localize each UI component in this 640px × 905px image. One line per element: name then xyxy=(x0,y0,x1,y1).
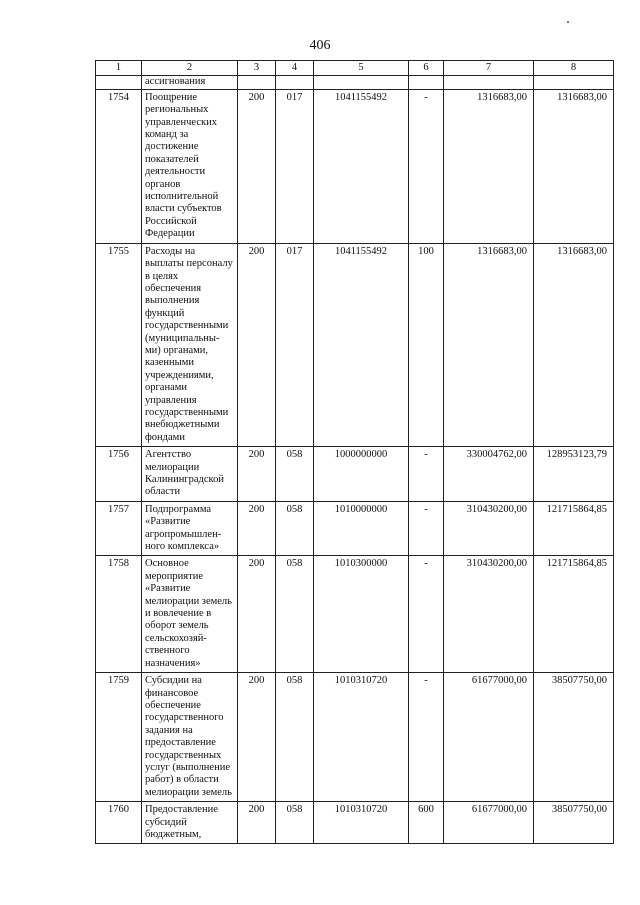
table-row xyxy=(96,243,614,447)
row-sum-2: 121715864,85 xyxy=(534,556,614,673)
row-sum-2: 1316683,00 xyxy=(534,89,614,243)
row-sum-1: 310430200,00 xyxy=(444,556,534,673)
row-razdel: 058 xyxy=(276,501,314,556)
row-razdel: 017 xyxy=(276,243,314,447)
row-sum-1: 1316683,00 xyxy=(444,89,534,243)
row-ved: 200 xyxy=(238,501,276,556)
row-name: Предоставление субсидий бюджетным, xyxy=(142,802,238,844)
row-razdel: 058 xyxy=(276,802,314,844)
table-row xyxy=(96,802,614,844)
row-razdel: 017 xyxy=(276,89,314,243)
page-number: 406 xyxy=(309,38,331,53)
column-header: 5 xyxy=(314,61,409,76)
row-sum-2: 38507750,00 xyxy=(534,802,614,844)
row-ved: 200 xyxy=(238,447,276,502)
row-code: 1756 xyxy=(96,447,142,502)
row-name: Агентство мелиорации Калининградской области xyxy=(142,447,238,502)
row-code: 1758 xyxy=(96,556,142,673)
table-row xyxy=(96,673,614,802)
row-csr: 1010300000 xyxy=(314,556,409,673)
column-header: 3 xyxy=(238,61,276,76)
row-csr: 1010310720 xyxy=(314,802,409,844)
row-sum-1: 61677000,00 xyxy=(444,673,534,802)
speck-mark xyxy=(567,21,569,23)
budget-table xyxy=(95,60,614,844)
row-code: 1755 xyxy=(96,243,142,447)
row-name: Основное мероприятие «Развитие мелиорации земель и вовлечение в оборот земель сельскохозяй-ственного назначения» xyxy=(142,556,238,673)
row-name: Субсидии на финансовое обеспечение государственного задания на предоставление государственных услуг (выполнение работ) в области мелиорации земель xyxy=(142,673,238,802)
row-name: Подпрограмма «Развитие агропромышлен-ного комплекса» xyxy=(142,501,238,556)
row-razdel: 058 xyxy=(276,673,314,802)
row-csr: 1041155492 xyxy=(314,243,409,447)
row-code: 1754 xyxy=(96,89,142,243)
row-ved: 200 xyxy=(238,89,276,243)
row-sum-2: 38507750,00 xyxy=(534,673,614,802)
row-code: 1757 xyxy=(96,501,142,556)
table-row xyxy=(96,89,614,243)
row-ved: 200 xyxy=(238,556,276,673)
row-vr: - xyxy=(409,89,444,243)
row-sum-1: 330004762,00 xyxy=(444,447,534,502)
row-csr: 1010310720 xyxy=(314,673,409,802)
row-sum-2: 121715864,85 xyxy=(534,501,614,556)
row-ved: 200 xyxy=(238,802,276,844)
row-vr: 100 xyxy=(409,243,444,447)
column-header: 2 xyxy=(142,61,238,76)
row-vr: - xyxy=(409,447,444,502)
column-header: 6 xyxy=(409,61,444,76)
row-razdel: 058 xyxy=(276,447,314,502)
row-csr: 1000000000 xyxy=(314,447,409,502)
row-name: Поощрение региональных управленческих команд за достижение показателей деятельности органов исполнительной власти субъектов Российской Федерации xyxy=(142,89,238,243)
column-header: 4 xyxy=(276,61,314,76)
row-vr: - xyxy=(409,556,444,673)
row-sum-1: 310430200,00 xyxy=(444,501,534,556)
row-name: Расходы на выплаты персоналу в целях обеспечения выполнения функций государственными (муниципальны-ми) органами, казенными учреждениями, органами управления государственными внебюджетными фондами xyxy=(142,243,238,447)
row-sum-1: 61677000,00 xyxy=(444,802,534,844)
continuation-row xyxy=(96,76,614,89)
table-row xyxy=(96,447,614,502)
table-row xyxy=(96,501,614,556)
row-sum-2: 1316683,00 xyxy=(534,243,614,447)
row-sum-2: 128953123,79 xyxy=(534,447,614,502)
column-header: 1 xyxy=(96,61,142,76)
row-vr: - xyxy=(409,501,444,556)
row-ved: 200 xyxy=(238,673,276,802)
row-code: 1760 xyxy=(96,802,142,844)
row-vr: 600 xyxy=(409,802,444,844)
row-csr: 1010000000 xyxy=(314,501,409,556)
row-razdel: 058 xyxy=(276,556,314,673)
column-header: 8 xyxy=(534,61,614,76)
continuation-text: ассигнования xyxy=(142,76,238,89)
row-vr: - xyxy=(409,673,444,802)
row-ved: 200 xyxy=(238,243,276,447)
row-csr: 1041155492 xyxy=(314,89,409,243)
column-header: 7 xyxy=(444,61,534,76)
table-row xyxy=(96,556,614,673)
row-code: 1759 xyxy=(96,673,142,802)
row-sum-1: 1316683,00 xyxy=(444,243,534,447)
header-row xyxy=(96,61,614,76)
